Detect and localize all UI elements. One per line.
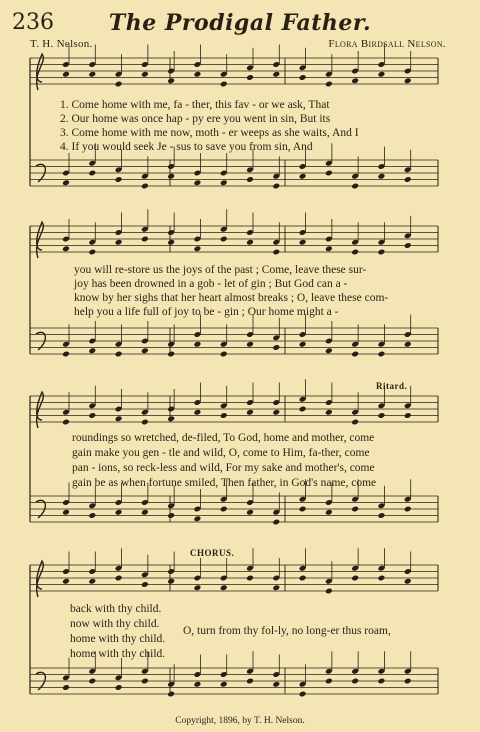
note-head: [378, 575, 386, 582]
note-head: [167, 691, 175, 698]
note-head: [299, 506, 307, 513]
note-head: [325, 588, 333, 595]
note-head: [404, 341, 412, 348]
note-head: [88, 249, 96, 256]
note-head: [325, 170, 333, 177]
note-head: [194, 341, 202, 348]
note-head: [167, 578, 175, 585]
note-head: [88, 678, 96, 685]
note-head: [220, 506, 228, 513]
note-head: [246, 678, 254, 685]
note-head: [325, 81, 333, 88]
note-head: [378, 351, 386, 358]
note-head: [88, 347, 96, 354]
verse-line: know by her sighs that her heart almost breaks ; O, leave these com-: [74, 292, 389, 304]
note-head: [220, 236, 228, 243]
note-head: [351, 77, 359, 84]
note-head: [220, 412, 228, 419]
note-head: [378, 249, 386, 256]
note-head: [299, 691, 307, 698]
note-head: [299, 173, 307, 180]
note-head: [167, 173, 175, 180]
note-head: [141, 347, 149, 354]
note-head: [378, 71, 386, 78]
note-head: [246, 575, 254, 582]
note-head: [220, 81, 228, 88]
note-head: [378, 412, 386, 419]
note-head: [299, 406, 307, 413]
note-head: [272, 409, 280, 416]
note-head: [88, 412, 96, 419]
verse-line: home with thy child.: [70, 648, 166, 660]
note-head: [220, 351, 228, 358]
treble-clef-icon: [37, 54, 44, 90]
note-head: [272, 584, 280, 591]
note-head: [194, 584, 202, 591]
note-head: [272, 249, 280, 256]
note-head: [378, 678, 386, 685]
note-head: [194, 179, 202, 186]
note-head: [115, 176, 123, 183]
note-head: [404, 506, 412, 513]
note-head: [272, 681, 280, 688]
note-head: [272, 183, 280, 190]
note-head: [115, 575, 123, 582]
note-head: [325, 245, 333, 252]
hymn-title: The Prodigal Father.: [108, 10, 372, 36]
note-head: [194, 681, 202, 688]
note-head: [351, 575, 359, 582]
note-head: [299, 341, 307, 348]
verse-line: gain be as when fortune smiled, Then father, in God's name, come: [72, 477, 377, 489]
note-head: [272, 519, 280, 526]
verse-line: you will re-store us the joys of the past ; Come, leave these sur-: [74, 264, 367, 276]
note-head: [115, 684, 123, 691]
note-head: [88, 512, 96, 519]
treble-clef-icon: [37, 561, 44, 597]
note-head: [351, 506, 359, 513]
note-head: [299, 74, 307, 81]
treble-clef-icon: [37, 392, 44, 428]
note-head: [220, 681, 228, 688]
note-head: [62, 179, 70, 186]
note-head: [299, 239, 307, 246]
note-head: [141, 678, 149, 685]
note-head: [167, 239, 175, 246]
note-head: [404, 242, 412, 249]
note-head: [167, 415, 175, 422]
note-head: [141, 581, 149, 588]
note-head: [88, 170, 96, 177]
verse-line: 3. Come home with me now, moth - er weeps as she waits, And I: [60, 127, 359, 139]
note-head: [62, 351, 70, 358]
note-head: [351, 351, 359, 358]
note-head: [246, 74, 254, 81]
verse-line: help you a life full of joy to be - gin ; Our home might a -: [74, 306, 339, 318]
note-head: [141, 419, 149, 426]
verse-line: gain make you gen - tle and wild, O, come to Him, fa-ther, come: [72, 447, 370, 459]
note-head: [246, 341, 254, 348]
note-head: [194, 515, 202, 522]
note-head: [62, 509, 70, 516]
note-head: [115, 81, 123, 88]
verse-line: back with thy child.: [70, 603, 162, 615]
note-head: [62, 245, 70, 252]
verse-line: 4. If you would seek Je - sus to save you from sin, And: [60, 141, 313, 153]
note-head: [404, 77, 412, 84]
note-head: [351, 249, 359, 256]
note-head: [351, 183, 359, 190]
note-head: [378, 512, 386, 519]
verse-line: home with thy child.: [70, 633, 166, 645]
note-head: [62, 684, 70, 691]
chorus-mark: CHORUS.: [190, 548, 235, 558]
copyright-notice: Copyright, 1896, by T. H. Nelson.: [175, 716, 305, 726]
page-number: 236: [12, 10, 54, 35]
note-head: [404, 412, 412, 419]
note-head: [194, 409, 202, 416]
note-head: [404, 678, 412, 685]
note-head: [167, 512, 175, 519]
note-head: [62, 71, 70, 78]
note-head: [272, 344, 280, 351]
ritard-mark: Ritard.: [376, 381, 408, 391]
lyricist-credit: T. H. Nelson.: [30, 38, 93, 50]
note-head: [272, 71, 280, 78]
note-head: [220, 584, 228, 591]
note-head: [246, 239, 254, 246]
verse-line: 1. Come home with me, fa - ther, this fav - or we ask, That: [60, 99, 330, 111]
note-head: [194, 71, 202, 78]
note-head: [167, 77, 175, 84]
note-head: [62, 578, 70, 585]
note-head: [325, 509, 333, 516]
note-head: [325, 409, 333, 416]
verse-line: 2. Our home was once hap - py ere you went in sin, But its: [60, 113, 331, 125]
note-head: [167, 351, 175, 358]
composer-credit: Flora Birdsall Nelson.: [328, 38, 446, 50]
treble-clef-icon: [37, 222, 44, 258]
note-head: [141, 183, 149, 190]
note-head: [115, 239, 123, 246]
note-head: [404, 176, 412, 183]
note-head: [246, 176, 254, 183]
note-head: [325, 347, 333, 354]
note-head: [220, 179, 228, 186]
note-head: [88, 71, 96, 78]
verse-line: joy has been drowned in a gob - let of gin ; But God can a -: [74, 278, 348, 290]
note-head: [141, 236, 149, 243]
note-head: [351, 419, 359, 426]
note-head: [141, 71, 149, 78]
note-head: [115, 509, 123, 516]
note-head: [246, 509, 254, 516]
note-head: [141, 509, 149, 516]
verse-line: now with thy child.: [70, 618, 160, 630]
chorus-line: O, turn from thy fol-ly, no long-er thus roam,: [183, 625, 391, 637]
verse-line: pan - ions, so reck-less and wild, For my sake and mother's, come: [72, 462, 375, 474]
verse-line: roundings so wretched, de-filed, To God, home and mother, come: [72, 432, 375, 444]
note-head: [115, 351, 123, 358]
note-head: [351, 678, 359, 685]
note-head: [299, 575, 307, 582]
note-head: [378, 173, 386, 180]
note-head: [115, 415, 123, 422]
note-head: [62, 419, 70, 426]
note-head: [246, 409, 254, 416]
note-head: [325, 678, 333, 685]
note-head: [194, 245, 202, 252]
note-head: [404, 578, 412, 585]
note-head: [88, 578, 96, 585]
